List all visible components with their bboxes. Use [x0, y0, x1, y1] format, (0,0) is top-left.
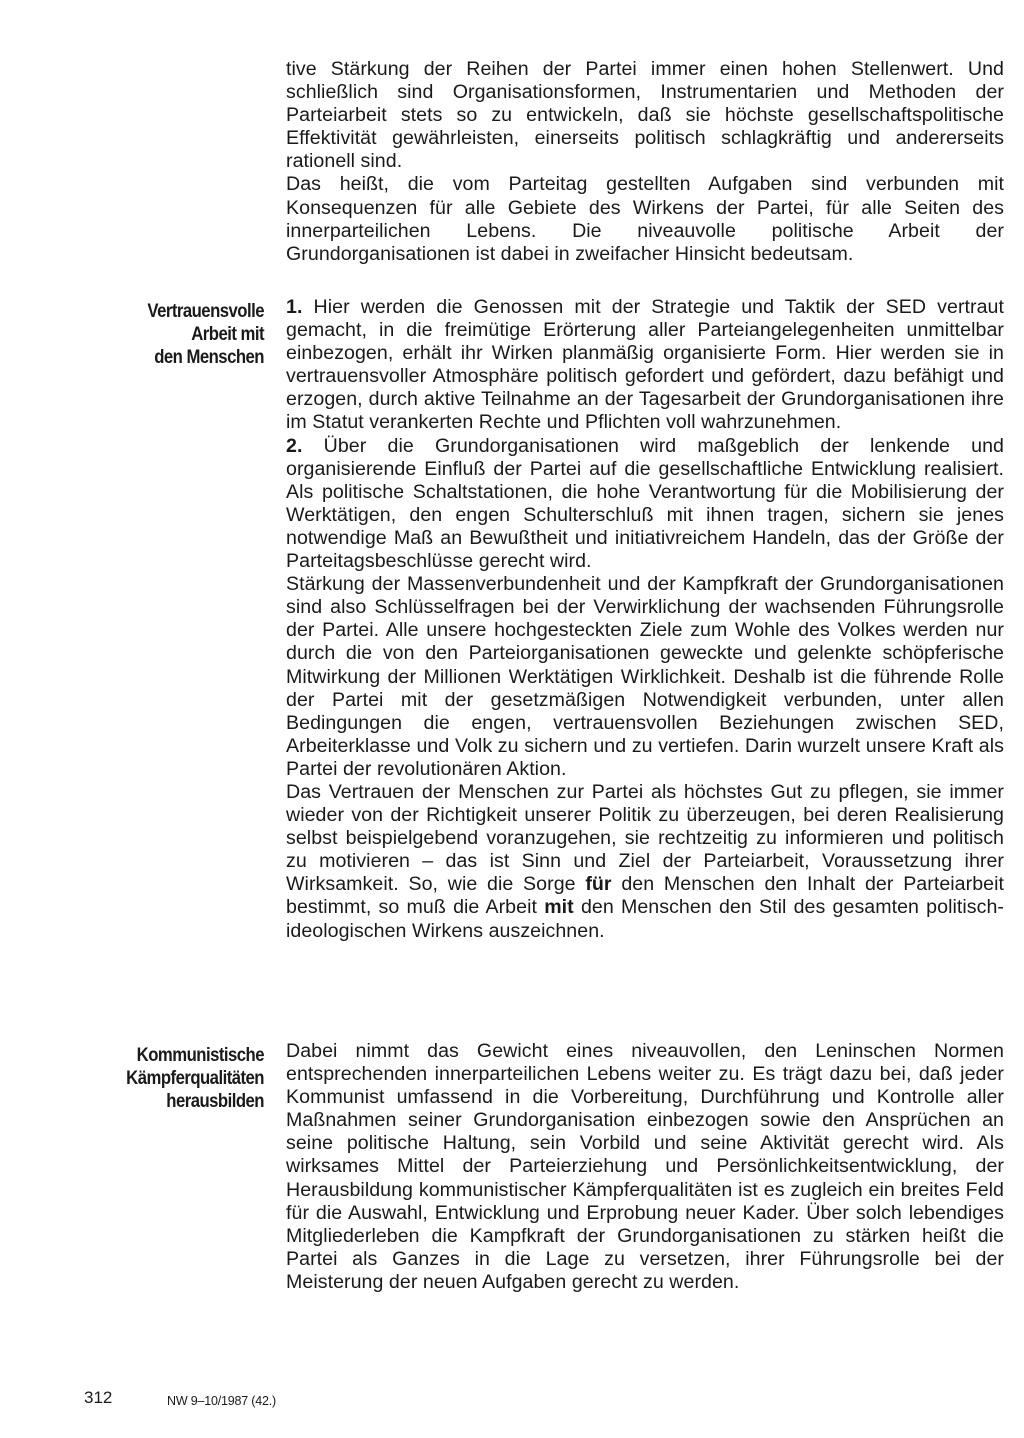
paragraph-point-1 [286, 296, 1004, 435]
emphasis: für [585, 873, 612, 896]
section-qualities-text [286, 1040, 1004, 1294]
journal-reference: NW 9–10/1987 (42.) [167, 1394, 276, 1408]
intro-text [286, 58, 1004, 266]
heading-line: herausbilden [166, 1091, 264, 1113]
margin-heading-qualities [88, 1044, 264, 1113]
heading-line: Kämpferqualitäten [126, 1068, 264, 1090]
point-number: 2. [286, 434, 303, 457]
heading-line: Kommunistische [136, 1045, 264, 1066]
heading-line: Arbeit mit [191, 324, 264, 346]
section-trust-text [286, 296, 1004, 943]
page-number: 312 [84, 1388, 113, 1407]
paragraph: Das heißt, die vom Parteitag gestellten Aufgaben sind verbunden mit Konsequenzen für alle Gebiete des Wirkens der Partei, für alle Seiten des innerparteilichen Lebens. Die niveauvolle politische Arbeit der Grundorganisationen ist dabei in zweifacher Hinsicht bedeutsam. [286, 173, 1004, 265]
margin-heading-trust [88, 300, 264, 369]
point-text: Hier werden die Genossen mit der Strategie und Taktik der SED vertraut gemacht, in die freimütige Erörterung aller Parteiangelegenheiten unmittelbar einbezogen, erhält ihr Wirken planmäßig organisierte Form. Hier werden sie in vertrauensvoller Atmosphäre politisch gefordert und gefördert, dazu befähigt und erzogen, durch aktive Teilnahme an der Tagesarbeit der Grundorganisationen ihre im Statut verankerten Rechte und Pflichten voll wahrzunehmen. [286, 296, 1004, 434]
paragraph: Das Vertrauen der Menschen zur Partei als höchstes Gut zu pflegen, sie immer wieder von der Richtigkeit unserer Politik zu überzeugen, bei deren Realisierung selbst beispielgebend voranzugehen, sie rechtzeitig zu informieren und politisch zu motivieren – das ist Sinn und Ziel der Parteiarbeit, Voraussetzung ihrer Wirksamkeit. So, wie die Sorge für den Menschen den Inhalt der Parteiarbeit bestimmt, so muß die Arbeit mit den Menschen den Stil des gesamten politisch-ideologischen Wirkens auszeichnen. [286, 780, 1004, 942]
paragraph: Stärkung der Massenverbundenheit und der Kampfkraft der Grundorganisationen sind also Schlüsselfragen bei der Verwirklichung der wachsenden Führungsrolle der Partei. Alle unsere hochgesteckten Ziele zum Wohle des Volkes werden nur durch die von den Parteiorganisationen geweckte und gelenkte schöpferische Mitwirkung der Millionen Werktätigen Wirklichkeit. Deshalb ist die führende Rolle der Partei mit der gesetzmäßigen Notwendigkeit verbunden, unter allen Bedingungen die engen, vertrauensvollen Beziehungen zwischen SED, Arbeiterklasse und Volk zu sichern und zu vertiefen. Darin wurzelt unsere Kraft als Partei der revolutionären Aktion. [286, 573, 1004, 780]
paragraph: tive Stärkung der Reihen der Partei immer einen hohen Stellenwert. Und schließlich sind Organisationsformen, Instrumentarien und Methoden der Parteiarbeit stets so zu entwickeln, daß sie höchste gesellschaftspolitische Effektivität gewährleisten, einerseits politisch schlagkräftig und andererseits rationell sind. [286, 58, 1004, 173]
point-text: Über die Grundorganisationen wird maßgeblich der lenkende und organisierende Einfluß der Partei auf die gesellschaftliche Entwicklung realisiert. Als politische Schaltstationen, die hohe Verantwortung für die Mobilisierung der Werktätigen, den engen Schulterschluß mit ihnen tragen, sichern sie jenes notwendige Maß an Bewußtheit und initiativreichem Handeln, das der Größe der Parteitagsbeschlüsse gerecht wird. [286, 434, 1004, 573]
point-number: 1. [286, 296, 303, 318]
heading-line: den Menschen [154, 347, 264, 369]
heading-line: Vertrauensvolle [147, 301, 264, 322]
paragraph: Dabei nimmt das Gewicht eines niveauvollen, den Leninschen Normen entsprechenden innerparteilichen Lebens weiter zu. Es trägt dazu bei, daß jeder Kommunist umfassend in die Vorbereitung, Durchführung und Kontrolle aller Maßnahmen seiner Grundorganisation einbezogen sowie den Ansprüchen an seine politische Haltung, sein Vorbild und seine Aktivität gerecht wird. Als wirksames Mittel der Parteierziehung und Persönlichkeitsentwicklung, der Herausbildung kommunistischer Kämpferqualitäten ist es zugleich ein breites Feld für die Auswahl, Entwicklung und Erprobung neuer Kader. Über solch lebendiges Mitgliederleben die Kampfkraft der Grundorganisationen zu stärken heißt die Partei als Ganzes in die Lage zu versetzen, ihrer Führungsrolle bei der Meisterung der neuen Aufgaben gerecht zu werden. [286, 1040, 1004, 1293]
paragraph-point-2 [286, 435, 1004, 574]
emphasis: mit [544, 896, 574, 919]
